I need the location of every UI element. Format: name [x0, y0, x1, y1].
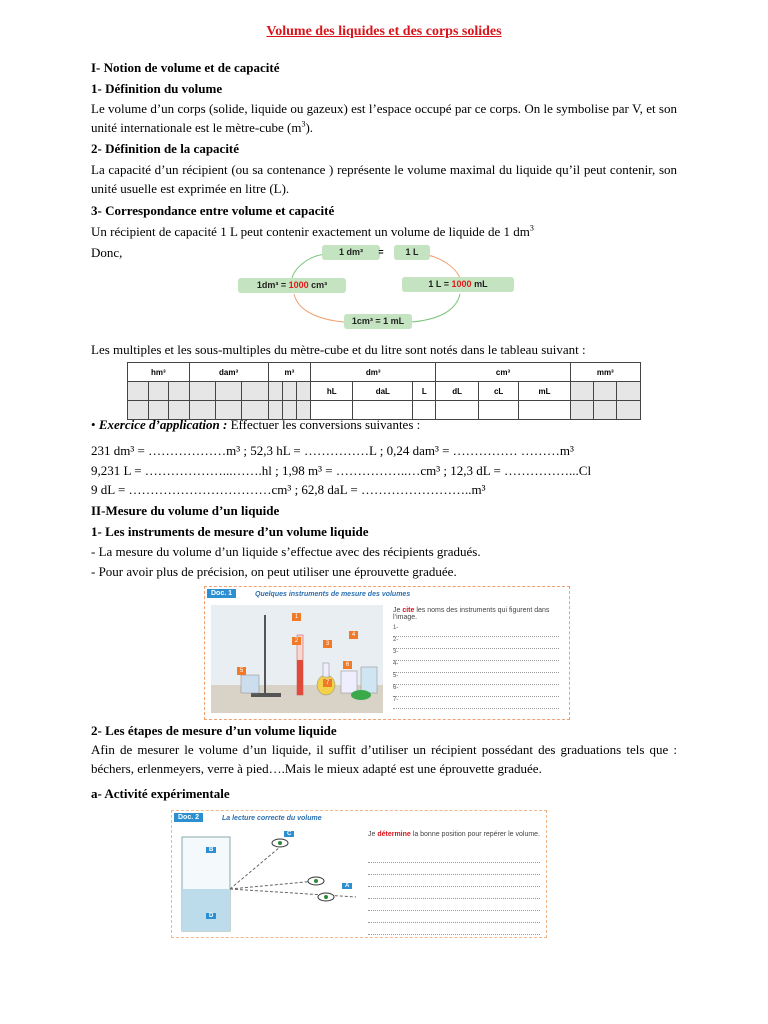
header-m3: m³	[268, 363, 310, 382]
doc1-label-7: 7	[323, 679, 332, 687]
answer-line-4[interactable]: 4-	[393, 661, 559, 673]
doc1-title: Quelques instruments de mesure des volumes	[255, 591, 411, 598]
doc1-label-4: 4	[349, 631, 358, 639]
litre-to-ml-pill: 1 L = 1000 mL	[402, 277, 514, 292]
doc2-label-d: D	[206, 913, 216, 919]
doc2-answer-line[interactable]	[368, 923, 540, 935]
doc2-answer-line[interactable]	[368, 911, 540, 923]
conversion-line-3: 9 dL = ……………………………cm³ ; 62,8 daL = ……………………..m³	[91, 482, 486, 497]
doc1-label-1: 1	[292, 613, 301, 621]
section-1-2-heading: 2- Définition de la capacité	[91, 141, 240, 156]
answer-line-7[interactable]: 7-	[393, 697, 559, 709]
section-2-2-heading: 2- Les étapes de mesure d’un volume liquide	[91, 723, 337, 738]
page-title: Volume des liquides et des corps solides	[266, 24, 502, 39]
sub-dal: daL	[353, 382, 413, 401]
header-dm3: dm³	[311, 363, 436, 382]
answer-line-2[interactable]: 2-	[393, 637, 559, 649]
instruments-line-2: - Pour avoir plus de précision, on peut utiliser une éprouvette graduée.	[91, 564, 457, 579]
doc2-instruction: Je détermine la bonne position pour repérer le volume.	[368, 831, 541, 838]
donc-text: Donc,	[91, 245, 123, 260]
doc2-answer-line[interactable]	[368, 863, 540, 875]
capacity-definition: La capacité d’un récipient (ou sa contenance ) représente le volume maximal du liquide qu’il peut contenir, son unité usuelle est exprimée en litre (L).	[91, 162, 677, 196]
doc1-label-2: 2	[292, 637, 301, 645]
exercise-intro: • Exercice d’application : Effectuer les conversions suivantes :	[91, 417, 421, 432]
doc2-answer-lines	[368, 851, 540, 935]
correspondence-text: Un récipient de capacité 1 L peut contenir exactement un volume de liquide de 1 $dm^3$	[91, 223, 534, 239]
litre-pill: 1 L	[394, 245, 430, 260]
doc1-label-6: 6	[343, 661, 352, 669]
units-table	[127, 362, 641, 420]
doc2-label-a: A	[342, 883, 352, 889]
doc1-label-3: 3	[323, 640, 332, 648]
doc2-answer-line[interactable]	[368, 875, 540, 887]
reading-position-image	[176, 829, 356, 933]
header-cm3: cm³	[436, 363, 570, 382]
section-1-1-heading: 1- Définition du volume	[91, 81, 223, 96]
doc1-answer-lines	[393, 625, 559, 709]
table-intro: Les multiples et les sous-multiples du mètre-cube et du litre sont notés dans le tableau suivant :	[91, 342, 586, 357]
header-hm3: hm³	[128, 363, 190, 382]
measurement-steps-text: Afin de mesurer le volume d’un liquide, il suffit d’utiliser un récipient possédant des graduations tels que : béchers, erlenmeyers, verre à pied….Mais le mieux adapté est une éprouvette graduée.	[91, 742, 677, 776]
answer-line-6[interactable]: 6-	[393, 685, 559, 697]
equals-sign: =	[378, 247, 384, 257]
sub-ml: mL	[519, 382, 570, 401]
header-mm3: mm³	[570, 363, 640, 382]
answer-line-3[interactable]: 3-	[393, 649, 559, 661]
doc2-label-b: B	[206, 847, 216, 853]
conversion-line-2: 9,231 L = ………………...…….hl ; 1,98 m³ = ……………..…cm³ ; 12,3 dL = ……………...Cl	[91, 463, 592, 478]
instruments-line-1: - La mesure du volume d’un liquide s’effectue avec des récipients gradués.	[91, 544, 481, 559]
lab-instruments-image	[211, 605, 383, 713]
answer-line-5[interactable]: 5-	[393, 673, 559, 685]
section-1-3-heading: 3- Correspondance entre volume et capacité	[91, 203, 335, 218]
section-2-1-heading: 1- Les instruments de mesure d’un volume liquide	[91, 524, 369, 539]
graduated-cylinder-illustration	[176, 829, 356, 933]
doc1-box	[204, 586, 570, 720]
doc2-answer-line[interactable]	[368, 851, 540, 863]
doc2-box	[171, 810, 547, 938]
dm3-to-cm3-pill: 1dm³ = 1000 cm³	[238, 278, 346, 293]
dm3-pill: 1 dm³	[322, 245, 380, 260]
conversion-line-1: 231 dm³ = ………………m³ ; 52,3 hL = ……………L ; 0,24 dam³ = …………… ………m³	[91, 443, 574, 458]
sub-cl: cL	[478, 382, 519, 401]
cm3-to-ml-pill: 1cm³ = 1 mL	[344, 314, 412, 329]
sub-l: L	[413, 382, 436, 401]
sub-hl: hL	[311, 382, 353, 401]
correspondence-diagram	[236, 242, 516, 337]
doc1-tag: Doc. 1	[207, 589, 236, 598]
doc2-answer-line[interactable]	[368, 899, 540, 911]
sub-dl: dL	[436, 382, 478, 401]
section-1-heading: I- Notion de volume et de capacité	[91, 60, 280, 75]
doc2-answer-line[interactable]	[368, 887, 540, 899]
section-2-heading: II-Mesure du volume d’un liquide	[91, 503, 280, 518]
lab-instruments-illustration	[211, 605, 383, 713]
answer-line-1[interactable]: 1-	[393, 625, 559, 637]
doc1-label-5: 5	[237, 667, 246, 675]
header-dam3: dam³	[189, 363, 268, 382]
volume-definition: Le volume d’un corps (solide, liquide ou gazeux) est l’espace occupé par ce corps. On le symbolise par V, et son unité internationale est le mètre-cube $(m^3)$.	[91, 101, 677, 135]
doc2-tag: Doc. 2	[174, 813, 203, 822]
doc2-title: La lecture correcte du volume	[222, 815, 322, 822]
section-2-a-heading: a- Activité expérimentale	[91, 786, 230, 801]
doc1-instruction: Je cite les noms des instruments qui figurent dans l’image.	[393, 607, 550, 621]
doc2-label-c: C	[284, 831, 294, 837]
